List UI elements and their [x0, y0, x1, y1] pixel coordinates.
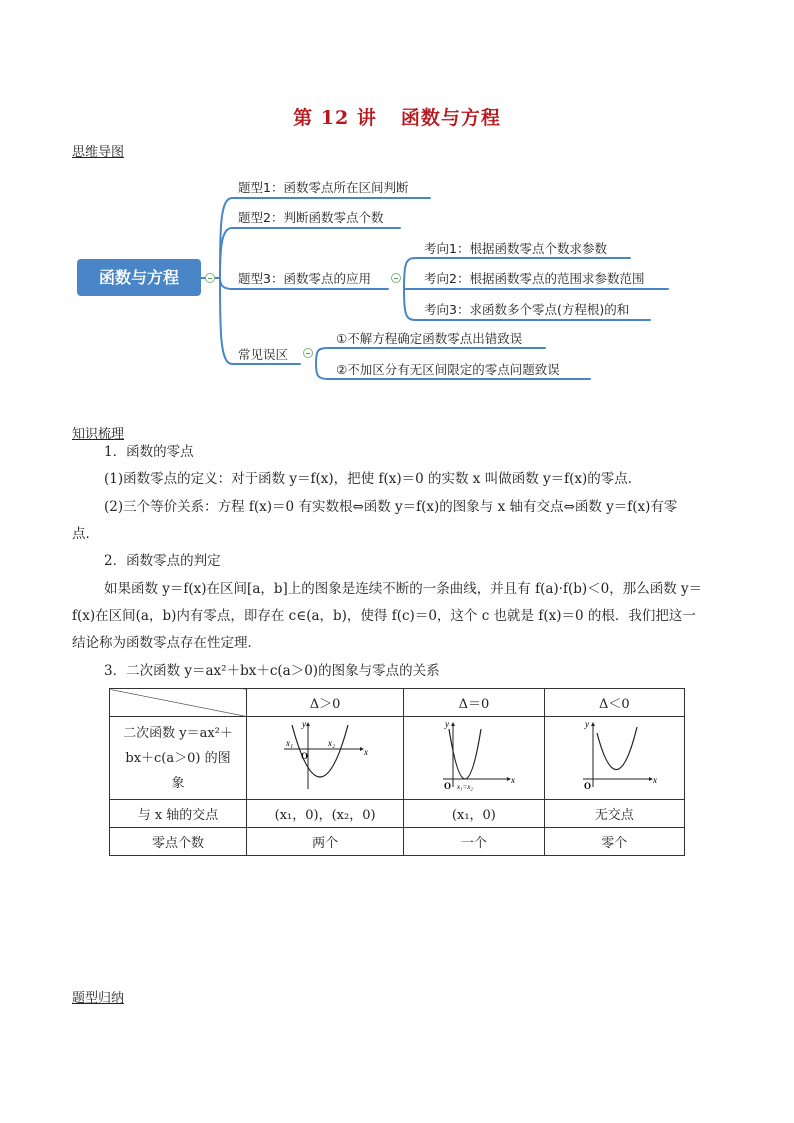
graph-no-root — [544, 717, 684, 800]
connector-mistake2 — [316, 364, 328, 379]
graph2-y-label: y — [444, 719, 449, 729]
section-mindmap-heading: 思维导图 — [72, 145, 125, 160]
count-one-root: 一个 — [404, 828, 544, 856]
knowledge-paragraph-3c: 结论称为函数零点存在性定理． — [72, 635, 261, 651]
graph1-origin-label: O — [301, 751, 309, 761]
row-graph-label-line1: 二次函数 y＝ax²＋ — [123, 725, 233, 741]
parabola-two-roots — [280, 719, 370, 793]
graph-two-roots — [247, 717, 404, 800]
graph2-x1x2-label: x₁=x₂ — [456, 783, 473, 791]
graph3-x-label: x — [653, 775, 658, 785]
knowledge-paragraph-3a: 如果函数 y＝f(x)在区间[a，b]上的图象是连续不断的一条曲线，并且有 f(a)·f(b)＜0，那么函数 y＝ — [104, 581, 703, 597]
graph2-x-label: x — [510, 775, 515, 785]
section-knowledge-heading: 知识梳理 — [72, 427, 125, 442]
knowledge-paragraph-2a: (2)三个等价关系：方程 f(x)＝0 有实数根⇔函数 y＝f(x)的图象与 x 轴有交点⇔函数 y＝f(x)有零 — [104, 499, 678, 515]
mindmap-node-dir2: 考向2：根据函数零点的范围求参数范围 — [424, 271, 645, 286]
graph3-y-label: y — [585, 719, 590, 729]
lecture-topic: 函数与方程 — [400, 107, 501, 129]
mindmap-node-type3: 题型3：函数零点的应用 — [238, 271, 371, 286]
mindmap-node-dir3: 考向3：求函数多个零点(方程根)的和 — [424, 302, 630, 317]
graph-one-root — [404, 717, 544, 800]
mindmap-root: 函数与方程 — [77, 259, 201, 296]
graph1-x-label: x — [364, 747, 369, 757]
collapse-mistakes-icon[interactable] — [303, 348, 313, 358]
count-no-root: 零个 — [544, 828, 684, 856]
graph1-x1-label: x₁ — [286, 738, 294, 748]
knowledge-paragraph-1: (1)函数零点的定义：对于函数 y＝f(x)，把使 f(x)＝0 的实数 x 叫做函数 y＝f(x)的零点． — [104, 471, 642, 487]
mindmap-node-mistake2: ②不加区分有无区间限定的零点问题致误 — [336, 362, 560, 377]
mindmap-node-mistakes: 常见误区 — [238, 347, 289, 362]
collapse-type3-icon[interactable] — [391, 273, 401, 283]
connector-mistake1 — [316, 348, 328, 364]
mindmap-node-type2: 题型2：判断函数零点个数 — [238, 210, 384, 225]
connector-dir1 — [404, 258, 416, 289]
knowledge-heading-1: 1．函数的零点 — [104, 444, 194, 460]
collapse-root-icon[interactable] — [205, 273, 215, 283]
connector-mistakes — [220, 278, 232, 364]
knowledge-heading-3: 3．二次函数 y＝ax²＋bx＋c(a＞0)的图象与零点的关系 — [104, 663, 440, 679]
graph1-x2-label: x₂ — [328, 738, 336, 748]
graph2-origin-label: O — [443, 781, 451, 791]
header-delta-negative: Δ＜0 — [544, 689, 684, 717]
parabola-one-root — [429, 719, 519, 793]
header-delta-positive: Δ＞0 — [247, 689, 404, 717]
quadratic-zero-table — [109, 688, 685, 856]
graph3-origin-label: O — [584, 781, 592, 791]
mindmap-node-type1: 题型1：函数零点所在区间判断 — [238, 180, 409, 195]
mindmap-node-dir1: 考向1：根据函数零点个数求参数 — [424, 241, 607, 256]
row-graph-label — [110, 717, 247, 800]
lecture-number: 第 12 讲 — [293, 107, 377, 129]
knowledge-heading-2: 2．函数零点的判定 — [104, 553, 221, 569]
graph1-y-label: y — [302, 719, 307, 729]
connector-type1 — [220, 198, 232, 278]
table-corner-cell — [110, 689, 247, 717]
count-two-roots: 两个 — [247, 828, 404, 856]
connector-type3 — [220, 278, 232, 289]
connector-type2 — [220, 228, 232, 278]
knowledge-paragraph-3b: f(x)在区间(a，b)内有零点，即存在 c∈(a，b)，使得 f(c)＝0，这个 c 也就是 f(x)＝0 的根．我们把这一 — [72, 608, 696, 624]
mindmap-node-mistake1: ①不解方程确定函数零点出错致误 — [336, 331, 523, 346]
connector-dir3 — [404, 289, 416, 320]
row-intersect-label: 与 x 轴的交点 — [110, 800, 247, 828]
section-types-heading: 题型归纳 — [72, 991, 125, 1006]
row-graph-label-line2: bx＋c(a＞0) 的图 — [125, 750, 231, 766]
intersect-no-root: 无交点 — [544, 800, 684, 828]
intersect-two-roots: (x₁，0)，(x₂，0) — [247, 800, 404, 828]
intersect-one-root: (x₁，0) — [404, 800, 544, 828]
knowledge-paragraph-2b: 点． — [72, 526, 99, 542]
row-count-label: 零点个数 — [110, 828, 247, 856]
parabola-no-root — [569, 719, 659, 793]
row-graph-label-line3: 象 — [171, 775, 185, 791]
header-delta-zero: Δ＝0 — [404, 689, 544, 717]
